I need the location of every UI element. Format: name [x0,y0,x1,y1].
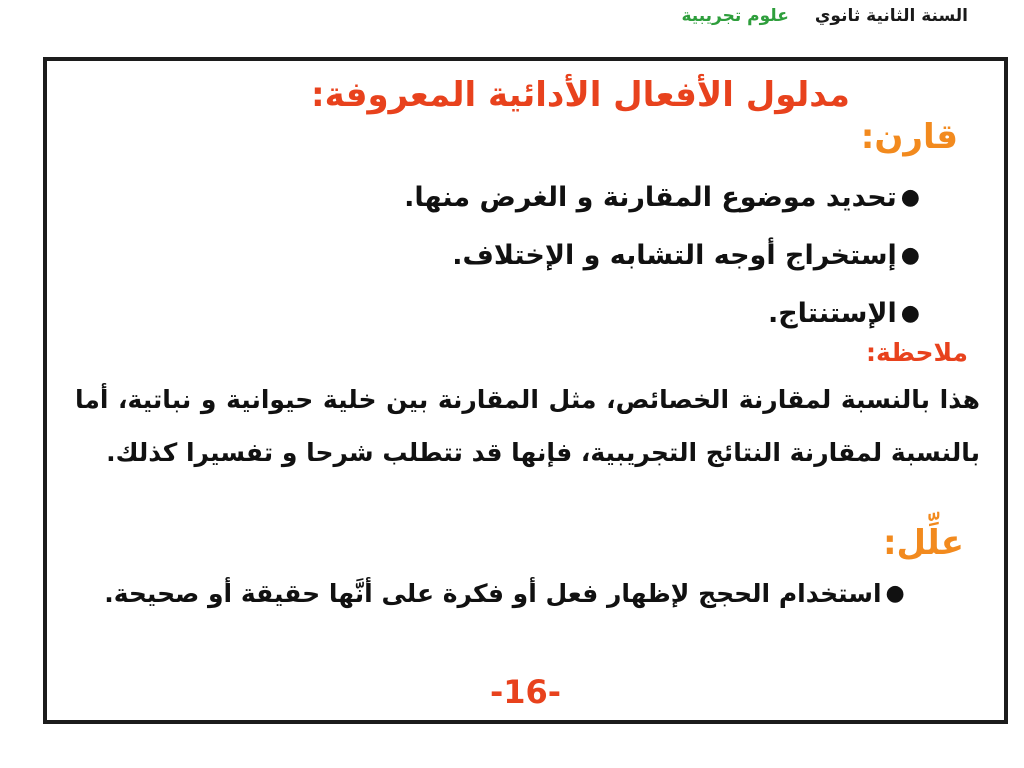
compare-item [404,227,920,285]
branch-label: علوم تجريبية [681,6,789,26]
bullet-icon: ● [900,243,920,268]
compare-item-text: تحديد موضوع المقارنة و الغرض منها. [404,182,897,213]
page-header [681,6,968,26]
justify-text: استخدام الحجج لإظهار فعل أو فكرة على أنَّها حقيقة أو صحيحة. [104,579,882,608]
justify-paragraph [75,569,934,619]
school-year-label: السنة الثانية ثانوي [814,6,968,26]
justify-heading: علِّل: [882,523,964,563]
compare-item [404,169,920,227]
bullet-icon: ● [900,301,920,326]
note-heading: ملاحظة: [866,338,968,367]
compare-item-text: إستخراج أوجه التشابه و الإختلاف. [452,240,897,271]
note-paragraph: هذا بالنسبة لمقارنة الخصائص، مثل المقارنة بين خلية حيوانية و نباتية، أما بالنسبة لمقارنة النتائج التجريبية، فإنها قد تتطلب شرحا و تفسيرا كذلك. [75,385,980,467]
bullet-icon: ● [885,581,905,606]
compare-item [404,285,920,343]
compare-heading: قارن: [860,117,958,157]
compare-item-text: الإستنتاج. [767,298,897,329]
compare-list [404,169,920,343]
bullet-icon: ● [900,185,920,210]
main-title: مدلول الأفعال الأدائية المعروفة: [311,75,850,115]
content-frame [43,57,1008,724]
page-number: -16- [489,673,562,711]
